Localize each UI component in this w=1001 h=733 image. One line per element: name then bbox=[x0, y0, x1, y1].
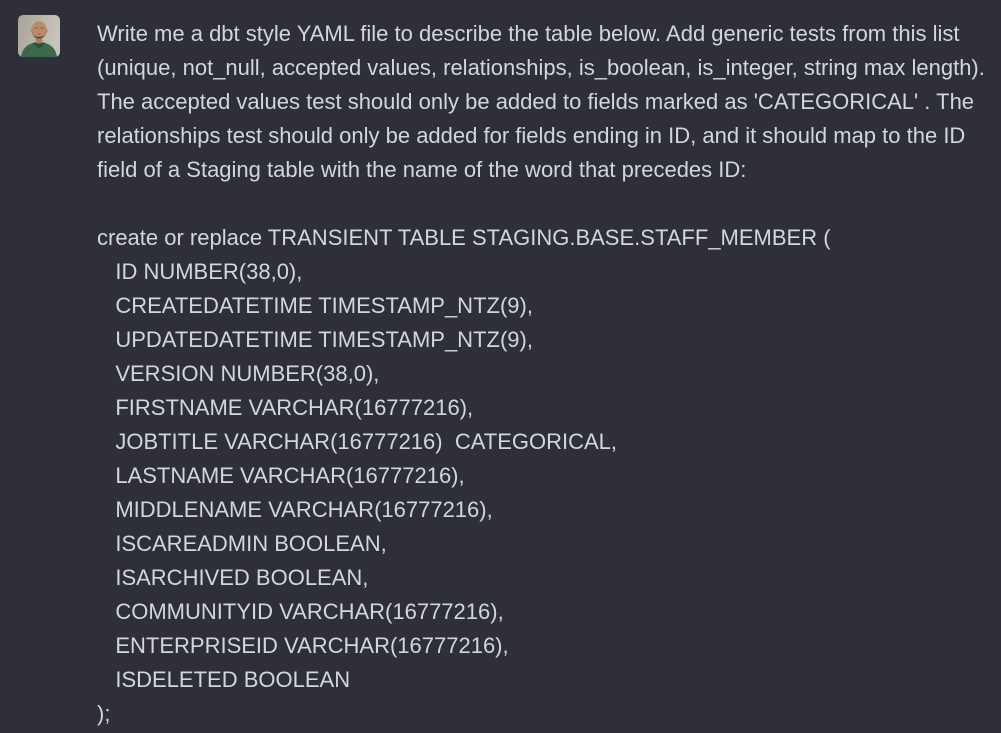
sql-line: ISDELETED BOOLEAN bbox=[97, 667, 351, 692]
sql-snippet bbox=[97, 221, 985, 731]
sql-line: LASTNAME VARCHAR(16777216), bbox=[97, 463, 465, 488]
sql-line: FIRSTNAME VARCHAR(16777216), bbox=[97, 395, 474, 420]
prompt-line: relationships test should only be added for fields ending in ID, and it should map to the ID bbox=[97, 123, 966, 148]
sql-line: ISARCHIVED BOOLEAN, bbox=[97, 565, 369, 590]
user-avatar-image bbox=[18, 15, 60, 57]
sql-line: create or replace TRANSIENT TABLE STAGING.BASE.STAFF_MEMBER ( bbox=[97, 225, 831, 250]
sql-line: ISCAREADMIN BOOLEAN, bbox=[97, 531, 387, 556]
prompt-line: (unique, not_null, accepted values, relationships, is_boolean, is_integer, string max length). bbox=[97, 55, 985, 80]
prompt-line: The accepted values test should only be added to fields marked as 'CATEGORICAL' . The bbox=[97, 89, 975, 114]
message-content bbox=[97, 15, 985, 731]
sql-line: ENTERPRISEID VARCHAR(16777216), bbox=[97, 633, 509, 658]
sql-line: ); bbox=[97, 701, 111, 726]
sql-line: JOBTITLE VARCHAR(16777216) CATEGORICAL, bbox=[97, 429, 618, 454]
prompt-text bbox=[97, 17, 985, 187]
sql-line: VERSION NUMBER(38,0), bbox=[97, 361, 380, 386]
sql-line: ID NUMBER(38,0), bbox=[97, 259, 303, 284]
prompt-line: field of a Staging table with the name of the word that precedes ID: bbox=[97, 157, 747, 182]
sql-line: UPDATEDATETIME TIMESTAMP_NTZ(9), bbox=[97, 327, 533, 352]
user-avatar bbox=[18, 15, 60, 57]
sql-line: MIDDLENAME VARCHAR(16777216), bbox=[97, 497, 493, 522]
sql-line: CREATEDATETIME TIMESTAMP_NTZ(9), bbox=[97, 293, 533, 318]
sql-line: COMMUNITYID VARCHAR(16777216), bbox=[97, 599, 504, 624]
prompt-line: Write me a dbt style YAML file to describe the table below. Add generic tests from this list bbox=[97, 21, 960, 46]
